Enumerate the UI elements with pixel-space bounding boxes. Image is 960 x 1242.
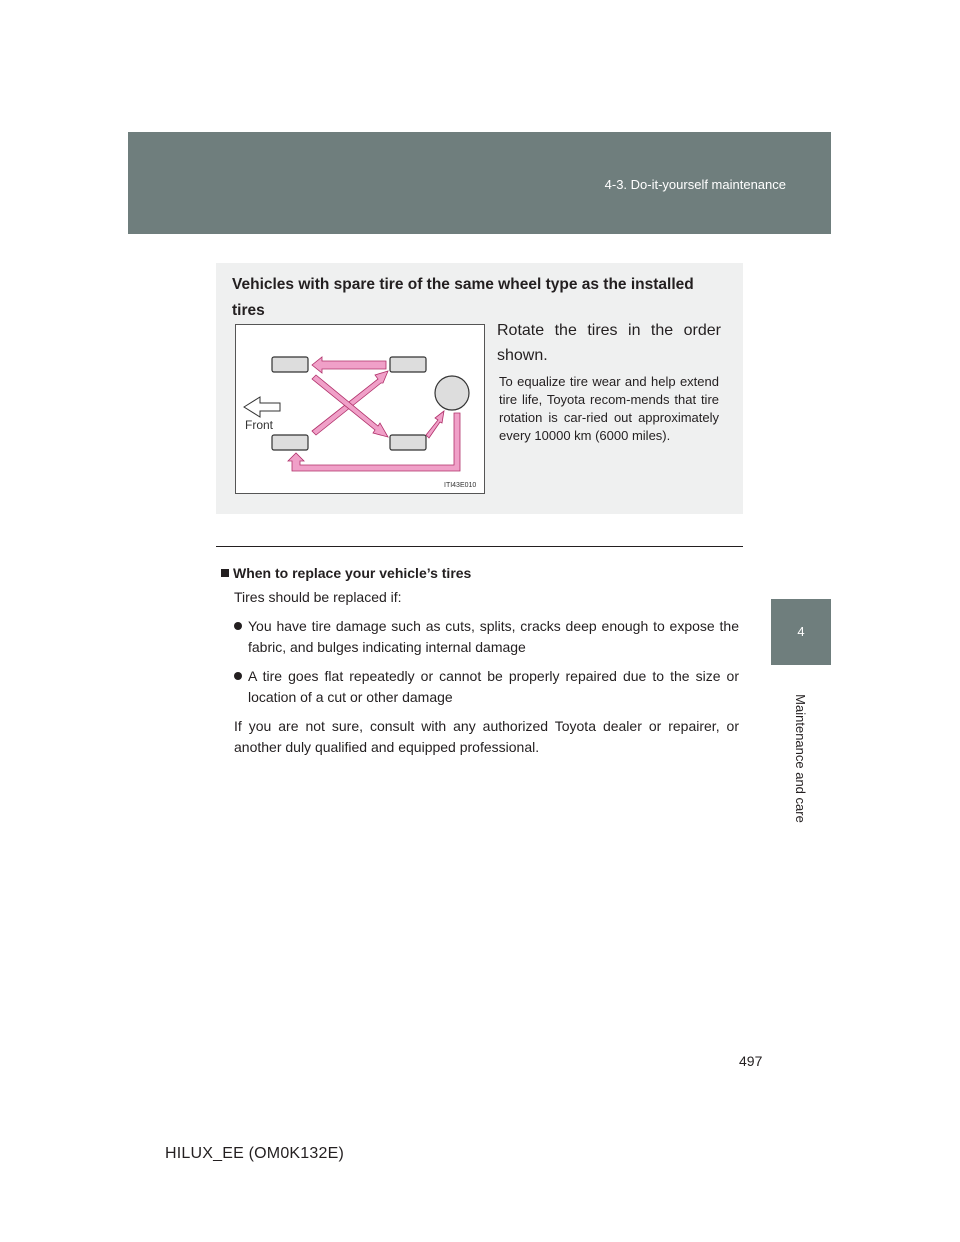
section-intro: Tires should be replaced if: [234, 589, 402, 605]
box-title: Vehicles with spare tire of the same wheel type as the installed tires [232, 276, 694, 319]
list-item-text: You have tire damage such as cuts, splits, cracks deep enough to expose the fabric, and bulges indicating internal damage [248, 618, 739, 655]
front-arrow-icon [244, 397, 280, 417]
chapter-label [770, 678, 830, 838]
chapter-label-text: Maintenance and care [792, 693, 808, 823]
arrow-bottom [288, 413, 460, 471]
instruction-text: Rotate the tires in the order shown. [497, 322, 721, 364]
section-label: 4-3. Do-it-yourself maintenance [604, 177, 786, 192]
tire-front-right [272, 435, 308, 450]
bullet-dot-icon [234, 622, 242, 630]
section-closing: If you are not sure, consult with any authorized Toyota dealer or repairer, or another duly qualified and equipped professional. [234, 718, 739, 755]
tire-front-left [272, 357, 308, 372]
tire-replacement-section [216, 563, 739, 758]
section-heading-text: When to replace your vehicle’s tires [233, 565, 472, 581]
tire-rotation-figure [235, 324, 485, 494]
arrow-top [312, 357, 386, 373]
section-divider [216, 546, 743, 547]
tire-rear-left [390, 357, 426, 372]
note-text: To equalize tire wear and help extend tire life, Toyota recom-mends that tire rotation is car-ried out approximately every 10000 km (6000 miles). [499, 374, 719, 443]
rotation-arrows [288, 357, 460, 471]
spare-tire [435, 376, 469, 410]
front-label: Front [245, 418, 274, 432]
list-item-text: A tire goes flat repeatedly or cannot be properly repaired due to the size or location of a cut or other damage [248, 668, 739, 705]
bullet-dot-icon [234, 672, 242, 680]
arrow-to-spare [426, 411, 444, 438]
header-band [128, 132, 831, 234]
tire-rotation-diagram [236, 325, 484, 493]
list-item [234, 666, 739, 708]
square-bullet-icon [221, 569, 229, 577]
list-item [234, 616, 739, 658]
tire-rear-right [390, 435, 426, 450]
page-number: 497 [739, 1053, 763, 1069]
figure-code: ITI43E010 [444, 482, 477, 489]
footer-code: HILUX_EE (OM0K132E) [165, 1145, 344, 1162]
chapter-tab: 4 [771, 599, 831, 665]
section-heading [221, 563, 739, 584]
info-box [216, 263, 743, 514]
